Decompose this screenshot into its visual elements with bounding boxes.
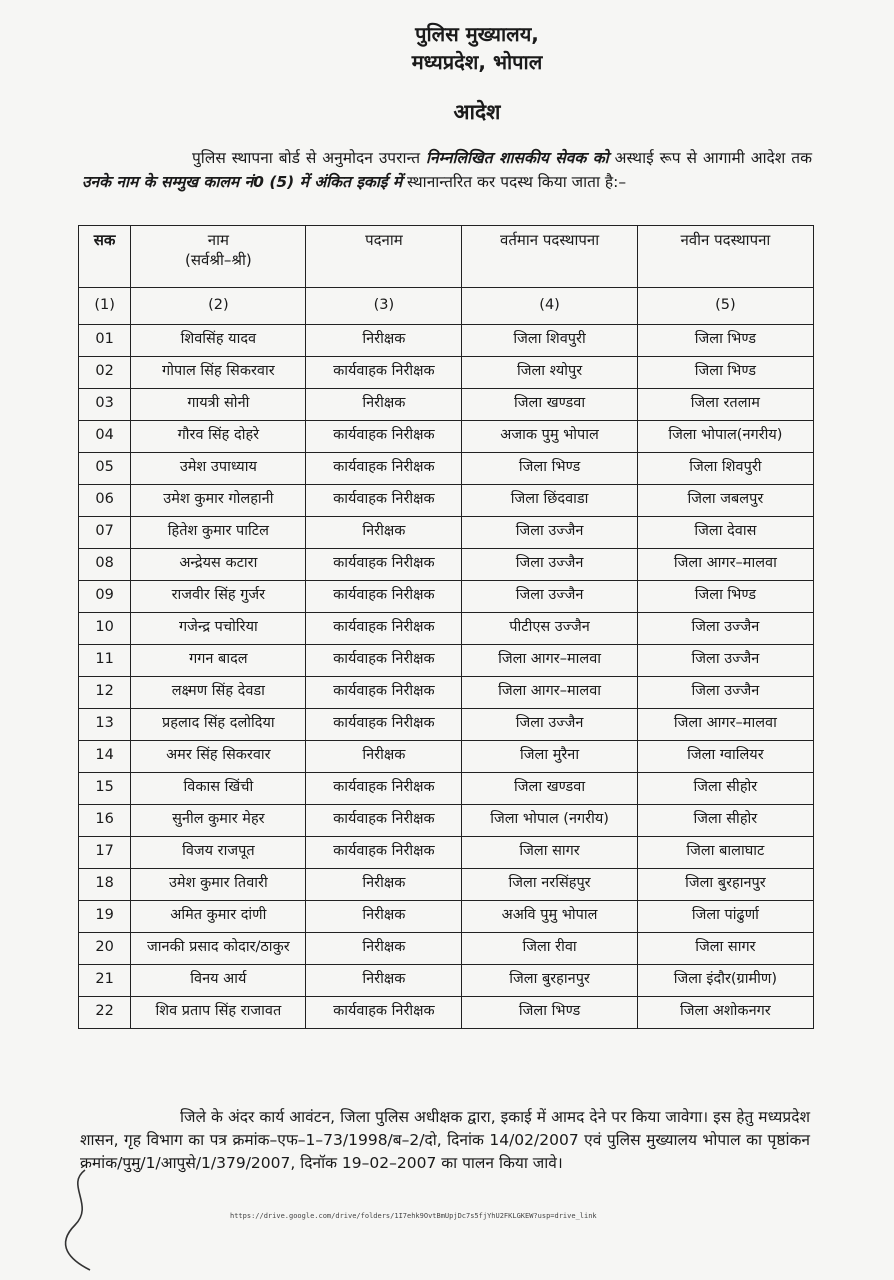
row-serial: 01 [79, 325, 131, 357]
table-row [79, 613, 814, 645]
row-new-posting: जिला भोपाल(नगरीय) [637, 421, 813, 453]
row-new-posting: जिला उज्जैन [637, 613, 813, 645]
row-designation: निरीक्षक [306, 741, 462, 773]
row-name: शिवसिंह यादव [131, 325, 306, 357]
row-serial: 18 [79, 869, 131, 901]
row-new-posting: जिला सीहोर [637, 773, 813, 805]
row-current-posting: जिला बुरहानपुर [462, 965, 637, 997]
row-serial: 20 [79, 933, 131, 965]
row-name: विनय आर्य [131, 965, 306, 997]
row-new-posting: जिला बालाघाट [637, 837, 813, 869]
column-number-row [79, 288, 814, 325]
row-current-posting: जिला उज्जैन [462, 581, 637, 613]
table-row [79, 581, 814, 613]
row-designation: कार्यवाहक निरीक्षक [306, 357, 462, 389]
row-name: विकास खिंची [131, 773, 306, 805]
row-designation: कार्यवाहक निरीक्षक [306, 997, 462, 1029]
table-row [79, 357, 814, 389]
row-name: अन्द्रेयस कटारा [131, 549, 306, 581]
table-row [79, 325, 814, 357]
intro-emphasis-1: निम्नलिखित शासकीय सेवक को [426, 149, 609, 167]
row-serial: 07 [79, 517, 131, 549]
row-designation: कार्यवाहक निरीक्षक [306, 453, 462, 485]
intro-paragraph [82, 146, 812, 194]
row-new-posting: जिला पांढुर्णा [637, 901, 813, 933]
footer-text: जिले के अंदर कार्य आवंटन, जिला पुलिस अधीक्षक द्वारा, इकाई में आमद देने पर किया जावेगा। इस हेतु मध्यप्रदेश शासन, गृह विभाग का पत्र क्रमांक–एफ–1–73/1998/ब–2/दो, दिनांक 14/02/2007 एवं पुलिस मुख्यालय भोपाल का पृष्ठांकन क्रमांक/पुमु/1/आपुसे/1/379/2007, दिनॉक 19–02–2007 का पालन किया जावे। [80, 1108, 810, 1172]
row-serial: 06 [79, 485, 131, 517]
row-serial: 02 [79, 357, 131, 389]
row-new-posting: जिला भिण्ड [637, 581, 813, 613]
row-designation: कार्यवाहक निरीक्षक [306, 485, 462, 517]
table-row [79, 517, 814, 549]
row-serial: 15 [79, 773, 131, 805]
row-designation: निरीक्षक [306, 325, 462, 357]
row-name: प्रहलाद सिंह दलोदिया [131, 709, 306, 741]
table-row [79, 901, 814, 933]
row-serial: 09 [79, 581, 131, 613]
row-new-posting: जिला जबलपुर [637, 485, 813, 517]
table-row [79, 453, 814, 485]
col-header-sn: सक [79, 226, 131, 288]
intro-emphasis-2: उनके नाम के सम्मुख कालम नं0 (5) में अंकित इकाई में [82, 173, 403, 191]
row-serial: 05 [79, 453, 131, 485]
col-number: (5) [637, 288, 813, 325]
row-designation: निरीक्षक [306, 965, 462, 997]
row-new-posting: जिला सागर [637, 933, 813, 965]
row-designation: कार्यवाहक निरीक्षक [306, 421, 462, 453]
col-number: (2) [131, 288, 306, 325]
row-new-posting: जिला भिण्ड [637, 325, 813, 357]
table-row [79, 837, 814, 869]
row-current-posting: जिला खण्डवा [462, 773, 637, 805]
col-header-designation: पदनाम [306, 226, 462, 288]
row-serial: 21 [79, 965, 131, 997]
row-current-posting: जिला खण्डवा [462, 389, 637, 421]
row-designation: निरीक्षक [306, 389, 462, 421]
row-designation: निरीक्षक [306, 933, 462, 965]
row-name: गगन बादल [131, 645, 306, 677]
header-office: पुलिस मुख्यालय, [415, 22, 539, 46]
row-new-posting: जिला देवास [637, 517, 813, 549]
row-current-posting: जिला सागर [462, 837, 637, 869]
order-title: आदेश [453, 100, 501, 124]
header-location: मध्यप्रदेश, भोपाल [411, 50, 543, 74]
intro-text-2: अस्थाई रूप से आगामी आदेश तक [608, 149, 812, 167]
row-new-posting: जिला उज्जैन [637, 677, 813, 709]
table-header-row [79, 226, 814, 288]
row-current-posting: जिला उज्जैन [462, 517, 637, 549]
row-name: उमेश उपाध्याय [131, 453, 306, 485]
table-row [79, 997, 814, 1029]
intro-text-3: स्थानान्तरित कर पदस्थ किया जाता है:– [402, 173, 627, 191]
row-current-posting: जिला रीवा [462, 933, 637, 965]
row-designation: कार्यवाहक निरीक्षक [306, 549, 462, 581]
row-serial: 14 [79, 741, 131, 773]
row-current-posting: जिला भोपाल (नगरीय) [462, 805, 637, 837]
row-new-posting: जिला उज्जैन [637, 645, 813, 677]
row-serial: 04 [79, 421, 131, 453]
row-current-posting: जिला आगर–मालवा [462, 645, 637, 677]
signature-mark [55, 1165, 105, 1275]
row-name: शिव प्रताप सिंह राजावत [131, 997, 306, 1029]
row-designation: निरीक्षक [306, 901, 462, 933]
col-header-current-posting: वर्तमान पदस्थापना [462, 226, 637, 288]
row-designation: कार्यवाहक निरीक्षक [306, 709, 462, 741]
table-row [79, 485, 814, 517]
row-serial: 22 [79, 997, 131, 1029]
table-row [79, 677, 814, 709]
row-current-posting: जिला शिवपुरी [462, 325, 637, 357]
row-name: विजय राजपूत [131, 837, 306, 869]
row-designation: निरीक्षक [306, 517, 462, 549]
row-current-posting: जिला श्योपुर [462, 357, 637, 389]
row-current-posting: पीटीएस उज्जैन [462, 613, 637, 645]
row-serial: 12 [79, 677, 131, 709]
table-row [79, 965, 814, 997]
row-current-posting: जिला उज्जैन [462, 709, 637, 741]
row-name: अमर सिंह सिकरवार [131, 741, 306, 773]
col-header-new-posting: नवीन पदस्थापना [637, 226, 813, 288]
row-current-posting: जिला नरसिंहपुर [462, 869, 637, 901]
table-row [79, 869, 814, 901]
row-serial: 11 [79, 645, 131, 677]
row-name: राजवीर सिंह गुर्जर [131, 581, 306, 613]
row-name: जानकी प्रसाद कोदार/ठाकुर [131, 933, 306, 965]
row-new-posting: जिला भिण्ड [637, 357, 813, 389]
row-serial: 13 [79, 709, 131, 741]
row-designation: कार्यवाहक निरीक्षक [306, 677, 462, 709]
row-name: गायत्री सोनी [131, 389, 306, 421]
row-current-posting: अअवि पुमु भोपाल [462, 901, 637, 933]
row-new-posting: जिला सीहोर [637, 805, 813, 837]
col-header-name-sub: (सर्वश्री–श्री) [185, 251, 252, 269]
row-serial: 08 [79, 549, 131, 581]
table-row [79, 741, 814, 773]
row-current-posting: जिला छिंदवाडा [462, 485, 637, 517]
col-number: (3) [306, 288, 462, 325]
row-designation: कार्यवाहक निरीक्षक [306, 645, 462, 677]
table-row [79, 389, 814, 421]
row-new-posting: जिला बुरहानपुर [637, 869, 813, 901]
row-designation: कार्यवाहक निरीक्षक [306, 805, 462, 837]
row-current-posting: जिला आगर–मालवा [462, 677, 637, 709]
row-serial: 19 [79, 901, 131, 933]
row-new-posting: जिला अशोकनगर [637, 997, 813, 1029]
row-name: उमेश कुमार गोलहानी [131, 485, 306, 517]
col-number: (1) [79, 288, 131, 325]
table-row [79, 549, 814, 581]
row-current-posting: जिला मुरैना [462, 741, 637, 773]
table-row [79, 805, 814, 837]
row-name: उमेश कुमार तिवारी [131, 869, 306, 901]
table-row [79, 421, 814, 453]
table-row [79, 709, 814, 741]
row-current-posting: अजाक पुमु भोपाल [462, 421, 637, 453]
row-new-posting: जिला आगर–मालवा [637, 709, 813, 741]
row-name: लक्ष्मण सिंह देवडा [131, 677, 306, 709]
table-row [79, 645, 814, 677]
table-row [79, 933, 814, 965]
row-designation: कार्यवाहक निरीक्षक [306, 581, 462, 613]
col-number: (4) [462, 288, 637, 325]
row-new-posting: जिला ग्वालियर [637, 741, 813, 773]
transfer-table [78, 225, 814, 1029]
row-new-posting: जिला इंदौर(ग्रामीण) [637, 965, 813, 997]
row-new-posting: जिला आगर–मालवा [637, 549, 813, 581]
row-name: गजेन्द्र पचोरिया [131, 613, 306, 645]
row-designation: कार्यवाहक निरीक्षक [306, 613, 462, 645]
row-designation: कार्यवाहक निरीक्षक [306, 773, 462, 805]
row-name: गोपाल सिंह सिकरवार [131, 357, 306, 389]
row-serial: 10 [79, 613, 131, 645]
row-current-posting: जिला उज्जैन [462, 549, 637, 581]
row-name: सुनील कुमार मेहर [131, 805, 306, 837]
row-new-posting: जिला रतलाम [637, 389, 813, 421]
row-serial: 03 [79, 389, 131, 421]
row-name: हितेश कुमार पाटिल [131, 517, 306, 549]
row-designation: कार्यवाहक निरीक्षक [306, 837, 462, 869]
intro-text-1: पुलिस स्थापना बोर्ड से अनुमोदन उपरान्त [192, 149, 427, 167]
row-new-posting: जिला शिवपुरी [637, 453, 813, 485]
row-current-posting: जिला भिण्ड [462, 997, 637, 1029]
row-serial: 16 [79, 805, 131, 837]
row-current-posting: जिला भिण्ड [462, 453, 637, 485]
row-name: अमित कुमार दांणी [131, 901, 306, 933]
drive-link[interactable]: https://drive.google.com/drive/folders/1I7ehk9OvtBmUpjDc7s5fjYhU2FKLGKEW?usp=drive_link [230, 1212, 597, 1220]
col-header-name: नाम (सर्वश्री–श्री) [131, 226, 306, 288]
table-row [79, 773, 814, 805]
row-name: गौरव सिंह दोहरे [131, 421, 306, 453]
footer-paragraph [80, 1106, 810, 1175]
row-serial: 17 [79, 837, 131, 869]
row-designation: निरीक्षक [306, 869, 462, 901]
